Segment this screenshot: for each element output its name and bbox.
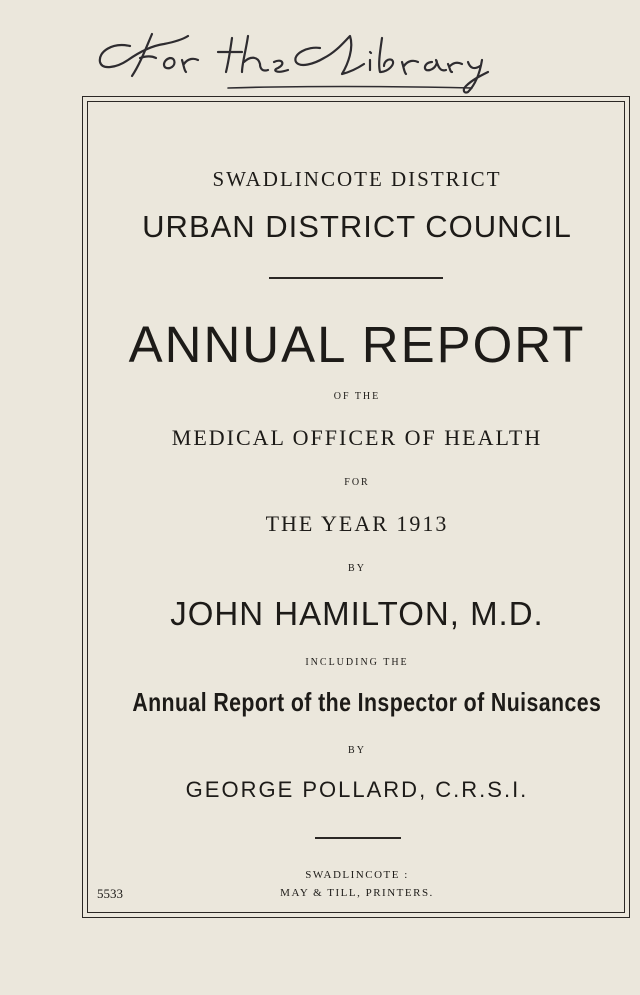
divider-rule-top bbox=[269, 277, 443, 279]
council-heading: URBAN DISTRICT COUNCIL bbox=[142, 209, 572, 244]
by-text-1: BY bbox=[348, 563, 366, 574]
of-the-text: OF THE bbox=[333, 391, 381, 402]
district-heading: SWADLINCOTE DISTRICT bbox=[212, 167, 502, 191]
inspector-report-heading: Annual Report of the Inspector of Nuisances bbox=[132, 687, 602, 717]
shelfmark-number: 5533 bbox=[97, 886, 123, 901]
for-text: FOR bbox=[344, 477, 370, 488]
report-title: ANNUAL REPORT bbox=[128, 316, 586, 373]
by-text-2: BY bbox=[348, 745, 366, 756]
officer-heading: MEDICAL OFFICER OF HEALTH bbox=[171, 425, 543, 450]
imprint-printers: MAY & TILL, PRINTERS. bbox=[280, 887, 434, 899]
inspector-name: GEORGE POLLARD, C.R.S.I. bbox=[185, 777, 529, 802]
divider-rule-bottom bbox=[315, 837, 401, 839]
imprint-place: SWADLINCOTE : bbox=[305, 869, 409, 881]
title-page-frame bbox=[82, 96, 630, 918]
including-text: INCLUDING THE bbox=[305, 657, 409, 668]
handwritten-inscription bbox=[92, 18, 512, 98]
year-heading: THE YEAR 1913 bbox=[265, 511, 449, 536]
author-name: JOHN HAMILTON, M.D. bbox=[170, 595, 544, 632]
